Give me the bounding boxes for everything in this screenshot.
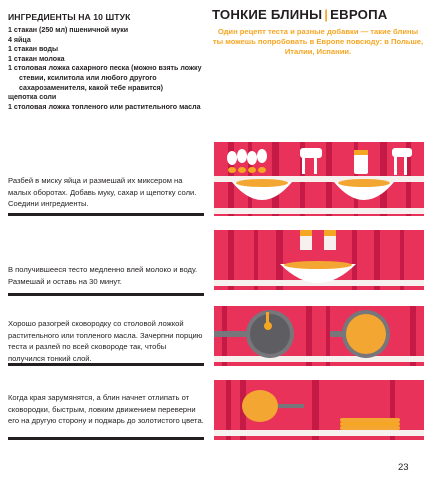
step-4-illustration	[214, 380, 424, 440]
ingredient-item: 1 стакан воды	[8, 45, 59, 54]
water-bottle-icon	[324, 230, 336, 250]
pancake-icon	[242, 390, 278, 422]
ingredient-item: 1 столовая ложка топленого или растительного масла	[8, 102, 201, 111]
step-2-text: В получившееся тесто медленно влей молоко и воду. Размешай и оставь на 30 минут.	[8, 265, 198, 286]
step-4-text: Когда края зарумянятся, а блин начнет отлипать от сковородки, быстрым, ловким движением переверни его на другую сторону и поджарь до золотистого цвета.	[8, 393, 204, 426]
ingredients-list	[8, 26, 204, 112]
ingredient-item: 1 стакан (250 мл) пшеничной муки	[8, 26, 129, 34]
recipe-title-region: ЕВРОПА	[330, 7, 388, 22]
step-4-divider	[8, 437, 204, 440]
step-3-illustration	[214, 306, 424, 366]
ingredients-title: ИНГРЕДИЕНТЫ НА 10 ШТУК	[8, 12, 131, 22]
spatula-icon	[276, 404, 304, 408]
recipe-header	[212, 7, 424, 58]
ingredient-item: 4 яйца	[8, 35, 31, 44]
ingredient-item: 1 стакан молока	[8, 54, 65, 63]
milk-carton-icon	[300, 230, 312, 250]
flour-jar-icon	[354, 150, 368, 174]
step-1-text: Разбей в миску яйца и размешай их миксером на малых оборотах. Добавь муку, сахар и щепотку соли. Соедини ингредиенты.	[8, 176, 197, 209]
recipe-title	[212, 7, 424, 22]
ingredient-item: 1 столовая ложка сахарного песка (можно взять ложку стевии, ксилитола или любого другого сахарозаменителя, какой тебе нравится)	[8, 64, 202, 92]
page-number: 23	[398, 462, 409, 473]
step-2-divider	[8, 293, 204, 296]
step-1-illustration	[214, 142, 424, 216]
ingredient-item: щепотка соли	[8, 93, 57, 102]
pancake-stack-icon	[340, 418, 400, 430]
title-separator: |	[324, 7, 329, 22]
ingredients-block	[8, 12, 204, 112]
step-3-divider	[8, 363, 204, 366]
step-2-illustration	[214, 230, 424, 290]
step-3-text: Хорошо разогрей сковородку со столовой ложкой растительного или топленого масла. Зачерпни порцию теста и разлей по всей сковороде так, чтобы получился тонкий слой.	[8, 319, 203, 363]
recipe-subtitle: Один рецепт теста и разные добавки — такие блины ты можешь попробовать в Европе повсюду: в Польше, Италии, Испании.	[212, 27, 424, 57]
step-1-divider	[8, 213, 204, 216]
recipe-title-main: ТОНКИЕ БЛИНЫ	[212, 7, 323, 22]
